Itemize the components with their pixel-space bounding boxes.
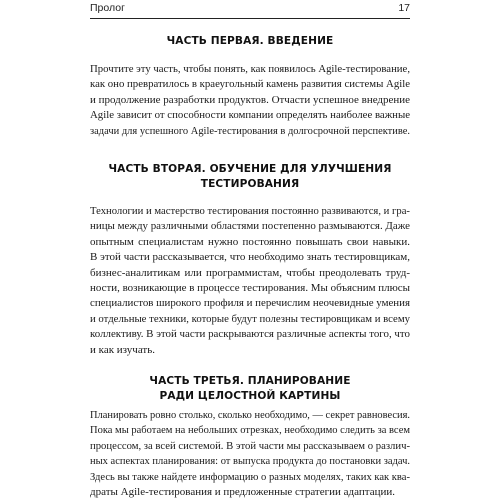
running-header [90,0,410,19]
paragraph-line: Agile зависит от способности компании определять наиболее важные [90,109,410,122]
paragraph-line: Здесь вы также найдете информацию о разных моделях, таких как ква- [90,470,410,483]
paragraph-line: процессом, за всей системой. В этой части мы рассказываем о различ- [90,439,410,452]
paragraph-line: и отдельные техники, которые будут полезны тестировщикам и всему [90,312,410,325]
paragraph-line: Технологии и мастерство тестирования постоянно развиваются, и гра- [90,205,410,217]
paragraph-line: драты Agile-тестирования и предложенные стратегии адаптации. [90,485,395,498]
part3-paragraph [90,408,410,500]
paragraph-line: ности, возникающие в процессе тестирования. Мы объясним плюсы [90,281,410,294]
part3-heading [90,374,410,404]
paragraph-line: бизнес-аналитикам или программистам, чтобы преодолевать труд- [90,266,410,279]
part1-heading [90,34,410,49]
part2-heading-line: ТЕСТИРОВАНИЯ [200,178,300,190]
paragraph-line: задачи для успешного Agile-тестирования в долгосрочной перспективе. [90,124,410,137]
section-title: Пролог [90,2,125,14]
paragraph-line: Прочтите эту часть, чтобы понять, как появилось Agile-тестирование, [90,63,410,75]
part2-paragraph [90,204,410,358]
part2-heading-line: ЧАСТЬ ВТОРАЯ. ОБУЧЕНИЕ ДЛЯ УЛУЧШЕНИЯ [108,163,392,175]
paragraph-line: Планировать ровно столько, сколько необходимо, — секрет равновесия. [90,409,410,421]
paragraph-line: специалистов широкого профиля и перечислим неочевидные умения [90,297,410,310]
paragraph-line: и как изучать. [90,343,155,356]
paragraph-line: как оно превратилось в краеугольный камень развития системы Agile [90,78,410,91]
paragraph-line: ницы между различными областями постепенно размываются. Даже [90,220,410,233]
paragraph-line: и продолжение разработки продуктов. Отчасти успешное внедрение [90,93,410,106]
paragraph-line: коллективу. В этой части раскрываются различные аспекты того, что [90,328,410,341]
paragraph-line: ных аспектах планирования: от выпуска продукта до постановки задач. [90,455,410,468]
part3-heading-line: ЧАСТЬ ТРЕТЬЯ. ПЛАНИРОВАНИЕ [149,375,351,387]
paragraph-line: В этой части рассказывается, что необходимо знать тестировщикам, [90,251,410,264]
part1-heading-text: ЧАСТЬ ПЕРВАЯ. ВВЕДЕНИЕ [166,35,334,47]
part2-heading [90,162,410,192]
part1-paragraph [90,62,410,139]
page-number: 17 [398,2,410,14]
paragraph-line: опытным специалистам нужно постоянно повышать свои навыки. [90,235,410,248]
paragraph-line: Пока мы работаем на небольших отрезках, необходимо следить за всем [90,424,410,437]
part3-heading-line: РАДИ ЦЕЛОСТНОЙ КАРТИНЫ [159,390,341,402]
